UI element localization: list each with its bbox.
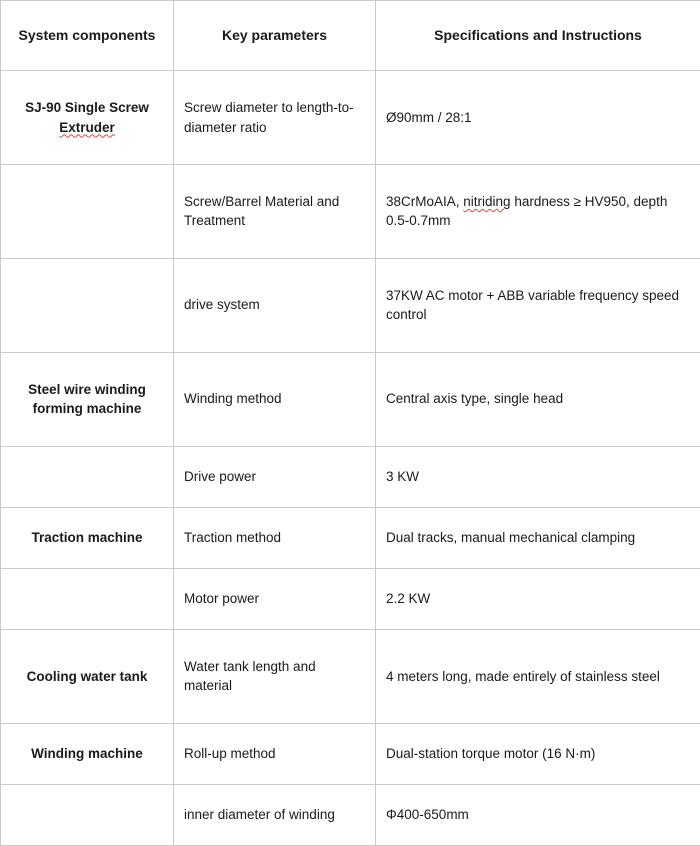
table-row bbox=[1, 71, 700, 165]
cell-specification: Central axis type, single head bbox=[376, 352, 700, 446]
cell-specification: Dual-station torque motor (16 N·m) bbox=[376, 723, 700, 784]
table-row bbox=[1, 784, 700, 845]
cell-specification: Φ400-650mm bbox=[376, 784, 700, 845]
cell-component bbox=[1, 784, 174, 845]
table-row bbox=[1, 507, 700, 568]
table-header-row bbox=[1, 1, 700, 71]
cell-component: Winding machine bbox=[1, 723, 174, 784]
cell-specification: 4 meters long, made entirely of stainless steel bbox=[376, 629, 700, 723]
cell-specification: 2.2 KW bbox=[376, 568, 700, 629]
cell-component: Steel wire winding forming machine bbox=[1, 352, 174, 446]
cell-component: Cooling water tank bbox=[1, 629, 174, 723]
cell-component bbox=[1, 165, 174, 259]
cell-parameter: Screw diameter to length-to-diameter ratio bbox=[174, 71, 376, 165]
table-row bbox=[1, 165, 700, 259]
cell-parameter: Motor power bbox=[174, 568, 376, 629]
cell-specification: Dual tracks, manual mechanical clamping bbox=[376, 507, 700, 568]
cell-parameter: Drive power bbox=[174, 446, 376, 507]
specification-text: 38CrMoAIA, nitriding hardness ≥ HV950, depth 0.5-0.7mm bbox=[386, 193, 668, 229]
table-row bbox=[1, 723, 700, 784]
cell-specification: 37KW AC motor + ABB variable frequency speed control bbox=[376, 258, 700, 352]
table-row bbox=[1, 352, 700, 446]
cell-specification: Ø90mm / 28:1 bbox=[376, 71, 700, 165]
column-header-system-components: System components bbox=[1, 1, 174, 71]
table-row bbox=[1, 568, 700, 629]
cell-parameter: Roll-up method bbox=[174, 723, 376, 784]
cell-parameter: drive system bbox=[174, 258, 376, 352]
cell-component bbox=[1, 446, 174, 507]
cell-parameter: Traction method bbox=[174, 507, 376, 568]
cell-parameter: Winding method bbox=[174, 352, 376, 446]
cell-component: Traction machine bbox=[1, 507, 174, 568]
table-row bbox=[1, 629, 700, 723]
column-header-specifications: Specifications and Instructions bbox=[376, 1, 700, 71]
table-row bbox=[1, 446, 700, 507]
cell-parameter: Screw/Barrel Material and Treatment bbox=[174, 165, 376, 259]
column-header-key-parameters: Key parameters bbox=[174, 1, 376, 71]
cell-component bbox=[1, 71, 174, 165]
cell-component bbox=[1, 258, 174, 352]
cell-specification bbox=[376, 165, 700, 259]
cell-parameter: inner diameter of winding bbox=[174, 784, 376, 845]
table-row bbox=[1, 258, 700, 352]
cell-component bbox=[1, 568, 174, 629]
cell-parameter: Water tank length and material bbox=[174, 629, 376, 723]
cell-specification: 3 KW bbox=[376, 446, 700, 507]
component-label-sj90: SJ-90 Single Screw Extruder bbox=[25, 100, 149, 135]
